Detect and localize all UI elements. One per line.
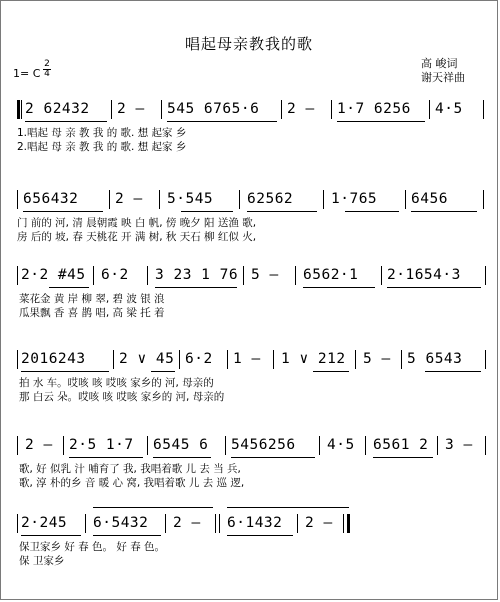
meter-bottom: 4 bbox=[44, 69, 50, 79]
measure: 2·2 #45 bbox=[21, 267, 86, 283]
lyric-line-1: 1.唱起 母 亲 教 我 的 歌. 想 起家 乡 bbox=[17, 127, 187, 139]
barline bbox=[17, 350, 18, 369]
measure: 6456 bbox=[411, 191, 448, 207]
beam bbox=[155, 287, 237, 288]
beam bbox=[313, 371, 349, 372]
barline bbox=[297, 514, 298, 533]
measure: 2 – bbox=[173, 515, 201, 531]
barline bbox=[225, 436, 226, 455]
measure: 2 62432 bbox=[25, 101, 90, 117]
lyric-line-1: 歌, 好 似乳 汁 哺育了 我, 我唱着歌 儿 去 当 兵, bbox=[19, 463, 241, 475]
time-signature bbox=[43, 60, 51, 79]
barline bbox=[93, 266, 94, 285]
barline bbox=[159, 190, 160, 209]
beam bbox=[21, 371, 109, 372]
barline bbox=[161, 100, 162, 119]
measure: 4·5 bbox=[435, 101, 463, 117]
measure: 62562 bbox=[247, 191, 294, 207]
lyric-line-1: 门 前的 河, 清 晨朝霞 映 白 帆, 傍 晚夕 阳 送渔 歌, bbox=[17, 217, 257, 229]
measure: 1·765 bbox=[331, 191, 378, 207]
barline bbox=[429, 100, 430, 119]
beam bbox=[303, 287, 375, 288]
barline bbox=[239, 190, 240, 209]
barline bbox=[319, 436, 320, 455]
beam bbox=[151, 371, 175, 372]
beam bbox=[387, 287, 481, 288]
measure: 5 – bbox=[251, 267, 279, 283]
measure: 6·5432 bbox=[93, 515, 149, 531]
beam bbox=[49, 287, 89, 288]
lyric-line-1: 拍 水 车。哎咳 咳 哎咳 家乡的 河, 母亲的 bbox=[19, 377, 214, 389]
beam bbox=[25, 121, 107, 122]
barline bbox=[331, 100, 332, 119]
lyric-line-2: 那 白云 朵。哎咳 咳 哎咳 家乡的 河, 母亲的 bbox=[19, 391, 225, 403]
key-signature: 1= C bbox=[13, 67, 41, 80]
barline bbox=[215, 514, 216, 533]
barline bbox=[365, 436, 366, 455]
barline bbox=[17, 436, 18, 455]
beam bbox=[345, 211, 399, 212]
measure: 2 – bbox=[287, 101, 315, 117]
lyric-line-2: 瓜果飘 香 喜 鹊 唱, 高 梁 托 着 bbox=[19, 307, 165, 319]
beam bbox=[231, 457, 315, 458]
measure: 2 – bbox=[25, 437, 53, 453]
measure: 6562·1 bbox=[303, 267, 359, 283]
measure: 5 – bbox=[363, 351, 391, 367]
barline bbox=[483, 100, 484, 119]
barline bbox=[147, 436, 148, 455]
beam bbox=[21, 535, 81, 536]
measure: 1·7 6256 bbox=[337, 101, 411, 117]
barline bbox=[113, 350, 114, 369]
barline bbox=[219, 514, 220, 533]
lyricist-credit: 高 峻词 bbox=[421, 57, 458, 70]
composer-credit: 谢天祥曲 bbox=[421, 71, 465, 84]
measure: 3 23 1 76 bbox=[155, 267, 239, 283]
beam bbox=[247, 211, 317, 212]
barline bbox=[17, 100, 20, 119]
measure: 2 – bbox=[305, 515, 333, 531]
barline bbox=[273, 350, 274, 369]
measure: 656432 bbox=[23, 191, 79, 207]
barline bbox=[63, 436, 64, 455]
beam bbox=[411, 211, 477, 212]
beam bbox=[93, 535, 161, 536]
barline bbox=[343, 514, 344, 533]
final-barline bbox=[347, 514, 350, 533]
barline bbox=[179, 350, 180, 369]
barline bbox=[485, 266, 486, 285]
measure: 3 – bbox=[445, 437, 473, 453]
measure: 545 6765·6 bbox=[167, 101, 260, 117]
measure: 2 – bbox=[117, 101, 145, 117]
lyric-line-1: 保卫家乡 好 春 色。 好 春 色。 bbox=[19, 541, 166, 553]
beam bbox=[373, 457, 433, 458]
barline bbox=[485, 436, 486, 455]
measure: 6545 6 bbox=[153, 437, 209, 453]
measure: 5·545 bbox=[167, 191, 214, 207]
measure: 2·1654·3 bbox=[387, 267, 461, 283]
barline bbox=[85, 514, 86, 533]
barline bbox=[295, 266, 296, 285]
song-title: 唱起母亲教我的歌 bbox=[184, 35, 313, 53]
measure: 2·5 1·7 bbox=[69, 437, 134, 453]
measure: 2 – bbox=[115, 191, 143, 207]
measure: 5456256 bbox=[231, 437, 296, 453]
barline bbox=[17, 514, 18, 533]
measure: 2 ∨ 45 bbox=[119, 351, 175, 367]
barline bbox=[405, 190, 406, 209]
barline bbox=[243, 266, 244, 285]
barline bbox=[165, 514, 166, 533]
barline bbox=[17, 266, 18, 285]
barline bbox=[21, 100, 22, 119]
measure: 1 – bbox=[233, 351, 261, 367]
beam bbox=[227, 535, 293, 536]
credits bbox=[421, 57, 465, 85]
lyric-line-2: 2.唱起 母 亲 教 我 的 歌. 想 起家 乡 bbox=[17, 141, 187, 153]
barline bbox=[17, 190, 18, 209]
measure: 4·5 bbox=[327, 437, 355, 453]
lyric-line-2: 房 后的 坡, 春 天桃花 开 满 树, 秋 天石 柳 红似 火, bbox=[17, 231, 257, 243]
barline bbox=[147, 266, 148, 285]
beam bbox=[425, 371, 481, 372]
measure: 5 6543 bbox=[407, 351, 463, 367]
barline bbox=[355, 350, 356, 369]
volta-bracket bbox=[93, 507, 213, 508]
barline bbox=[109, 190, 110, 209]
measure: 6·2 bbox=[101, 267, 129, 283]
measure: 2016243 bbox=[21, 351, 86, 367]
volta-bracket bbox=[227, 507, 349, 508]
measure: 1 ∨ 212 bbox=[281, 351, 346, 367]
lyric-line-1: 菜花金 黄 岸 柳 翠, 碧 波 银 浪 bbox=[19, 293, 165, 305]
beam bbox=[337, 121, 425, 122]
measure: 2·245 bbox=[21, 515, 68, 531]
measure: 6·2 bbox=[185, 351, 213, 367]
barline bbox=[483, 190, 484, 209]
barline bbox=[227, 350, 228, 369]
beam bbox=[153, 457, 211, 458]
barline bbox=[401, 350, 402, 369]
beam bbox=[181, 211, 233, 212]
beam bbox=[167, 121, 277, 122]
lyric-line-2: 歌, 淳 朴的乡 音 暖 心 窝, 我唱着歌 儿 去 巡 逻, bbox=[19, 477, 245, 489]
barline bbox=[437, 436, 438, 455]
beam bbox=[23, 211, 103, 212]
barline bbox=[323, 190, 324, 209]
barline bbox=[281, 100, 282, 119]
barline bbox=[485, 350, 486, 369]
measure: 6561 2 bbox=[373, 437, 429, 453]
barline bbox=[111, 100, 112, 119]
barline bbox=[381, 266, 382, 285]
measure: 6·1432 bbox=[227, 515, 283, 531]
lyric-line-2: 保 卫家乡 bbox=[19, 555, 65, 567]
meter-top: 2 bbox=[44, 59, 50, 69]
beam bbox=[69, 457, 143, 458]
